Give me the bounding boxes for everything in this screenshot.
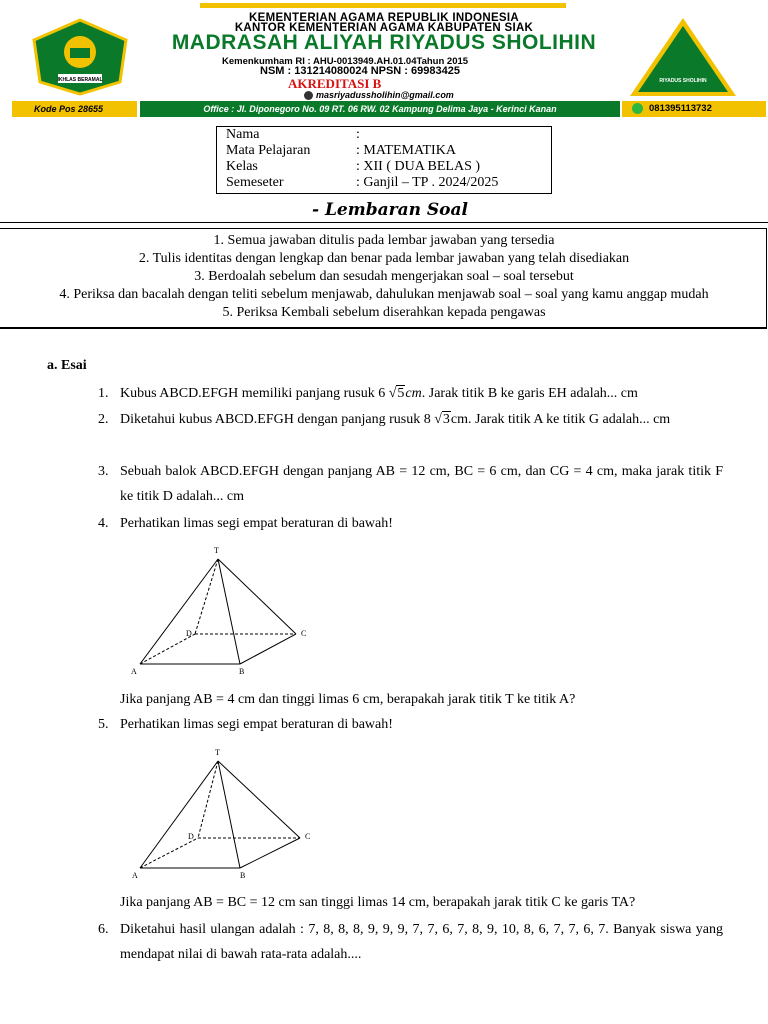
whatsapp-icon bbox=[632, 103, 643, 114]
vertex-label-c: C bbox=[301, 629, 307, 638]
vertex-label-b: B bbox=[239, 667, 245, 676]
question-text bbox=[120, 381, 723, 406]
question-number: 4. bbox=[98, 516, 109, 531]
instruction-item: 5. Periksa Kembali sebelum diserahkan kepada pengawas bbox=[222, 305, 546, 320]
identity-label: Semeseter bbox=[226, 175, 284, 190]
phone-number: 081395113732 bbox=[649, 103, 712, 114]
office-name: KANTOR KEMENTERIAN AGAMA KABUPATEN SIAK bbox=[234, 22, 534, 34]
identity-value: : MATEMATIKA bbox=[356, 143, 456, 158]
question-5-followup bbox=[98, 890, 723, 915]
sheet-title: - Lembaran Soal bbox=[312, 200, 468, 220]
question-text bbox=[120, 407, 723, 432]
instruction-item: 2. Tulis identitas dengan lengkap dan benar pada lembar jawaban yang telah disediakan bbox=[138, 251, 630, 266]
question-2 bbox=[98, 407, 723, 457]
vertex-label-d: D bbox=[186, 629, 192, 638]
question-4-followup bbox=[98, 687, 723, 712]
identity-box bbox=[216, 126, 552, 194]
top-accent-bar bbox=[200, 3, 566, 8]
question-number: 1. bbox=[98, 386, 109, 401]
question-6 bbox=[98, 917, 723, 967]
section-title: a. Esai bbox=[47, 358, 87, 373]
legal-number: Kemenkumham RI : AHU-0013949.AH.01.04Tahun 2015 bbox=[222, 56, 469, 67]
question-number: 6. bbox=[98, 922, 109, 937]
divider bbox=[0, 222, 768, 223]
question-text-part: Kubus ABCD.EFGH memiliki panjang rusuk bbox=[120, 386, 379, 401]
radicand: 3 bbox=[442, 412, 450, 427]
identity-label: Kelas bbox=[226, 159, 258, 174]
vertex-label-b: B bbox=[240, 871, 246, 880]
radicand: 5 bbox=[397, 386, 405, 401]
identity-label: Mata Pelajaran bbox=[226, 143, 311, 158]
question-text-part: Diketahui kubus ABCD.EFGH dengan panjang rusuk bbox=[120, 412, 424, 427]
question-text: Sebuah balok ABCD.EFGH dengan panjang AB = 12 cm, BC = 6 cm, dan CG = 4 cm, maka jarak titik F ke titik D adalah... cm bbox=[120, 464, 723, 504]
vertex-label-t: T bbox=[214, 546, 219, 555]
nsm-npsn: NSM : 131214080024 NPSN : 69983425 bbox=[260, 65, 460, 77]
question-text-part: . Jarak titik B ke garis EH adalah... cm bbox=[421, 386, 638, 401]
school-logo-text: RIYADUS SHOLIHIN bbox=[659, 78, 707, 84]
radical-coefficient: 6 bbox=[378, 386, 386, 401]
vertex-label-a: A bbox=[131, 667, 137, 676]
question-number: 5. bbox=[98, 717, 109, 732]
letterhead bbox=[0, 0, 768, 122]
question-number: 3. bbox=[98, 464, 109, 479]
question-text: Diketahui hasil ulangan adalah : 7, 8, 8, 8, 9, 9, 9, 7, 7, 6, 7, 8, 9, 10, 8, 6, 7, 7, 6, 7. Banyak siswa yang mendapat nilai di bawah rata-rata adalah.... bbox=[120, 922, 723, 962]
vertex-label-t: T bbox=[215, 748, 220, 757]
vertex-label-d: D bbox=[188, 832, 194, 841]
question-text: Perhatikan limas segi empat beraturan di bawah! bbox=[120, 516, 393, 531]
ministry-logo-text: IKHLAS BERAMAL bbox=[57, 77, 103, 83]
identity-value: : XII ( DUA BELAS ) bbox=[356, 159, 481, 174]
office-address: Office : Jl. Diponegoro No. 09 RT. 06 RW. 02 Kampung Delima Jaya - Kerinci Kanan bbox=[140, 101, 620, 117]
question-3 bbox=[98, 459, 723, 509]
identity-value: : bbox=[356, 127, 360, 142]
question-text: Perhatikan limas segi empat beraturan di bawah! bbox=[120, 717, 393, 732]
school-logo bbox=[628, 16, 738, 98]
instruction-item: 3. Berdoalah sebelum dan sesudah mengerjakan soal – soal tersebut bbox=[194, 269, 574, 284]
school-name: MADRASAH ALIYAH RIYADUS SHOLIHIN bbox=[171, 31, 597, 54]
vertex-label-c: C bbox=[305, 832, 311, 841]
radical-coefficient: 8 bbox=[423, 412, 431, 427]
ministry-name: KEMENTERIAN AGAMA REPUBLIK INDONESIA bbox=[249, 12, 519, 24]
instruction-item: 1. Semua jawaban ditulis pada lembar jawaban yang tersedia bbox=[213, 233, 555, 248]
email-address: masriyadussholihin@gmail.com bbox=[316, 90, 454, 100]
contact-strip bbox=[12, 101, 766, 117]
radical-expression: 8 √3 bbox=[423, 412, 450, 427]
identity-label: Nama bbox=[226, 127, 260, 142]
question-number: 2. bbox=[98, 412, 109, 427]
question-1 bbox=[98, 381, 723, 406]
question-4 bbox=[98, 511, 723, 536]
identity-value: : Ganjil – TP . 2024/2025 bbox=[356, 175, 499, 190]
pyramid-figure-1 bbox=[128, 543, 318, 678]
pyramid-figure-2 bbox=[128, 744, 318, 884]
question-text: Jika panjang AB = BC = 12 cm san tinggi limas 14 cm, berapakah jarak titik C ke garis TA? bbox=[120, 895, 636, 910]
email-icon bbox=[304, 91, 313, 100]
unit: cm bbox=[405, 386, 422, 401]
question-text-part: cm. Jarak titik A ke titik G adalah... cm bbox=[450, 412, 671, 427]
accreditation: AKREDITASI B bbox=[288, 76, 382, 91]
instructions-box bbox=[0, 228, 767, 329]
instruction-item: 4. Periksa dan bacalah dengan teliti sebelum menjawab, dahulukan menjawab soal – soal yang kamu anggap mudah bbox=[59, 287, 709, 302]
radical-expression: 6 √5cm bbox=[378, 386, 422, 401]
email-line bbox=[304, 90, 454, 100]
question-5 bbox=[98, 712, 723, 737]
vertex-label-a: A bbox=[132, 871, 138, 880]
question-text: Jika panjang AB = 4 cm dan tinggi limas 6 cm, berapakah jarak titik T ke titik A? bbox=[120, 692, 576, 707]
postal-code: Kode Pos 28655 bbox=[12, 101, 137, 117]
phone-box bbox=[622, 101, 766, 117]
